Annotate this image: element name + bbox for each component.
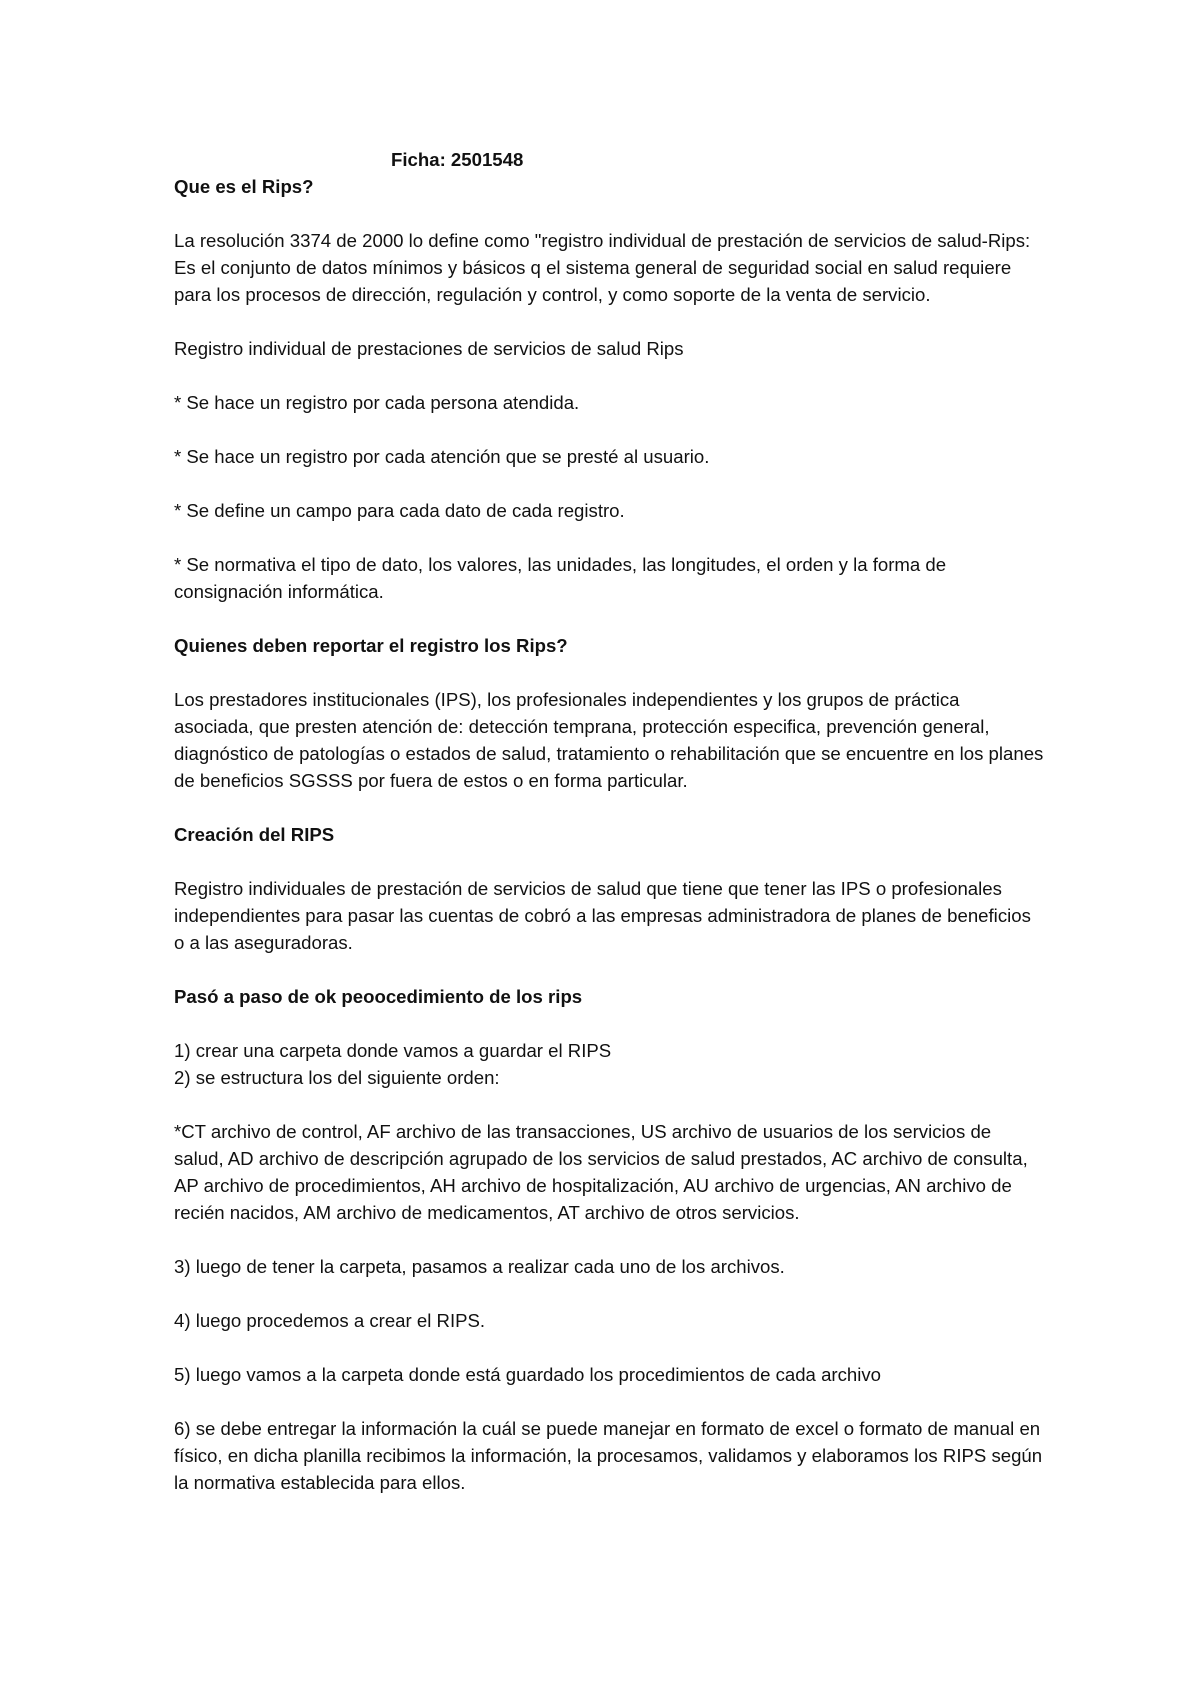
step-item: 2) se estructura los del siguiente orden:	[174, 1067, 500, 1088]
heading-creacion-rips: Creación del RIPS	[174, 824, 335, 845]
heading-paso-a-paso: Pasó a paso de ok peoocedimiento de los rips	[174, 986, 583, 1007]
step-item: 1) crear una carpeta donde vamos a guardar el RIPS	[174, 1040, 612, 1061]
paragraph-resolucion: La resolución 3374 de 2000 lo define como "registro individual de prestación de servicios de salud-Rips: Es el conjunto de datos mínimos y básicos q el sistema general de seguridad social en salud requiere para los procesos de dirección, regulación y control, y como soporte de la venta de servicio.	[174, 230, 1031, 305]
paragraph-registro-individuales: Registro individuales de prestación de servicios de salud que tiene que tener las IPS o profesionales independientes para pasar las cuentas de cobró a las empresas administradora de planes de beneficios o a las aseguradoras.	[174, 878, 1031, 953]
step-item: 6) se debe entregar la información la cuál se puede manejar en formato de excel o formato de manual en físico, en dicha planilla recibimos la información, la procesamos, validamos y elaboramos los RIPS según la normativa establecida para ellos.	[174, 1418, 1043, 1493]
bullet-item: * Se hace un registro por cada atención que se presté al usuario.	[174, 446, 710, 467]
heading-quienes-reportan: Quienes deben reportar el registro los Rips?	[174, 635, 568, 656]
heading-que-es-rips: Que es el Rips?	[174, 176, 314, 197]
paragraph-archivos: *CT archivo de control, AF archivo de las transacciones, US archivo de usuarios de los servicios de salud, AD archivo de descripción agrupado de los servicios de salud prestados, AC archivo de consulta, AP archivo de procedimientos, AH archivo de hospitalización, AU archivo de urgencias, AN archivo de recién nacidos, AM archivo de medicamentos, AT archivo de otros servicios.	[174, 1121, 1028, 1223]
bullet-item: * Se hace un registro por cada persona atendida.	[174, 392, 580, 413]
bullet-item: * Se normativa el tipo de dato, los valores, las unidades, las longitudes, el orden y la forma de consignación informática.	[174, 554, 947, 602]
bullet-item: * Se define un campo para cada dato de cada registro.	[174, 500, 625, 521]
paragraph-prestadores: Los prestadores institucionales (IPS), los profesionales independientes y los grupos de práctica asociada, que presten atención de: detección temprana, protección especifica, prevención general, diagnóstico de patologías o estados de salud, tratamiento o rehabilitación que se encuentre en los planes de beneficios SGSSS por fuera de estos o en forma particular.	[174, 689, 1044, 791]
document-body	[174, 146, 1044, 1523]
step-item: 3) luego de tener la carpeta, pasamos a realizar cada uno de los archivos.	[174, 1256, 785, 1277]
step-item: 5) luego vamos a la carpeta donde está guardado los procedimientos de cada archivo	[174, 1364, 882, 1385]
step-item: 4) luego procedemos a crear el RIPS.	[174, 1310, 486, 1331]
ficha-label: Ficha: 2501548	[391, 149, 524, 170]
paragraph-registro-individual: Registro individual de prestaciones de servicios de salud Rips	[174, 338, 684, 359]
